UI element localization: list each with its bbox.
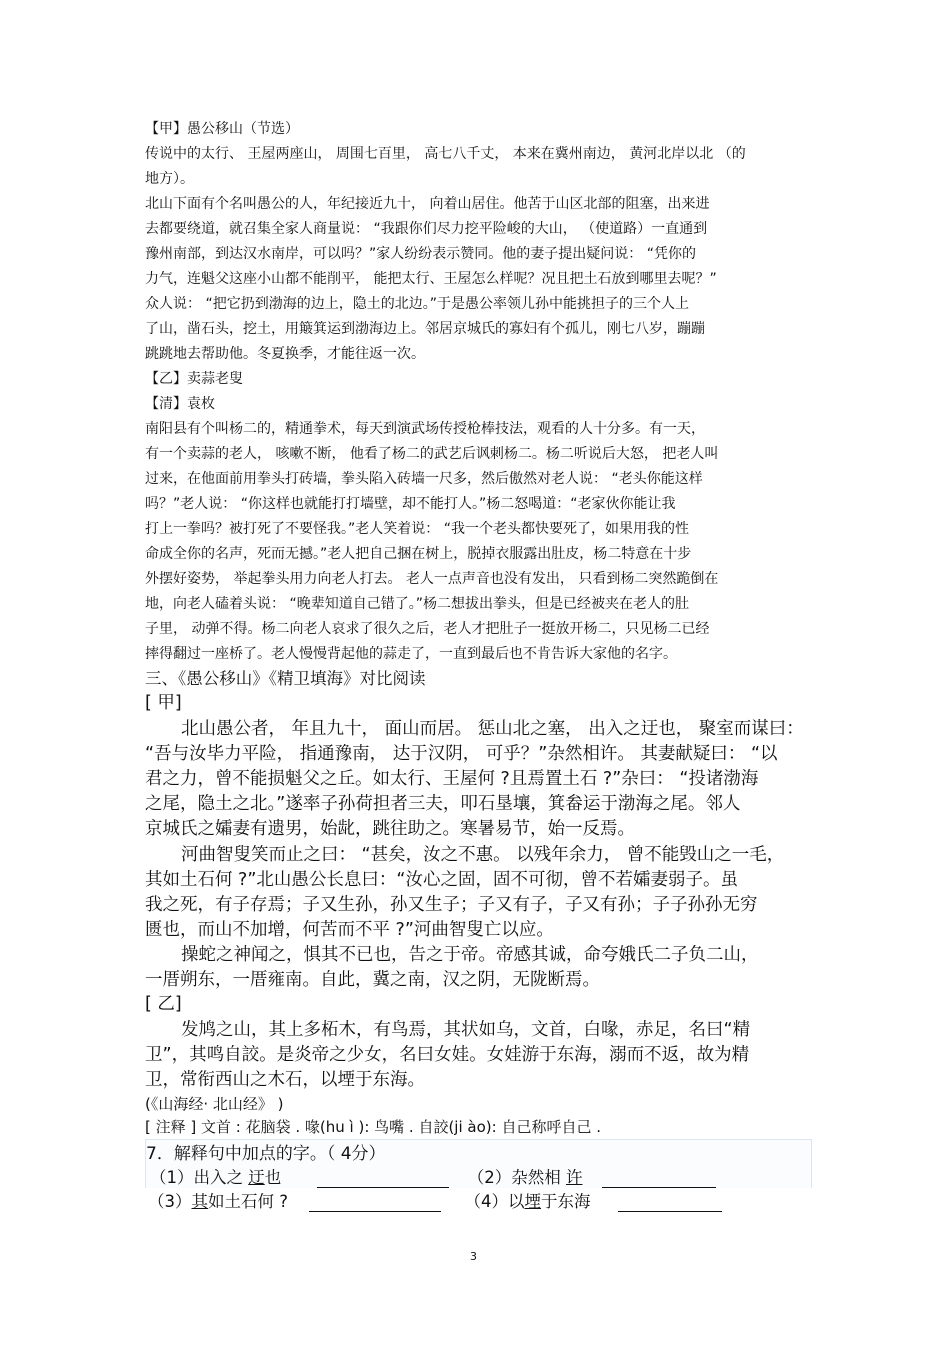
passage1-line: 众人说： “把它扔到渤海的边上，隐土的北边。”于是愚公率领儿孙中能挑担子的三个人上 — [145, 296, 689, 312]
q7-item-4: （4）以堙于东海 — [464, 1192, 591, 1211]
question7-prompt: 7．解释句中加点的字。（ 4分） — [146, 1144, 386, 1164]
passage2-line: 南阳县有个叫杨二的，精通拳术，每天到演武场传授枪棒技法，观看的人十分多。有一天， — [145, 421, 705, 437]
jia-line: “吾与汝毕力平险， 指通豫南， 达于汉阴， 可乎？”杂然相许。 其妻献疑曰： “以 — [145, 744, 778, 764]
jia-line: 北山愚公者， 年且九十， 面山而居。 惩山北之塞， 出入之迂也， 聚室而谋曰： — [181, 719, 804, 739]
passage2-author: 【清】袁枚 — [145, 396, 215, 412]
jia-line: 之尾，隐土之北。”遂率子孙荷担者三夫，叩石垦壤，箕畚运于渤海之尾。邻人 — [145, 794, 741, 814]
page-number: 3 — [470, 1250, 477, 1263]
question7-row — [150, 1168, 716, 1188]
answer-blank-3[interactable] — [309, 1193, 441, 1212]
jia-line: 操蛇之神闻之，惧其不已也，告之于帝。帝感其诚，命夸娥氏二子负二山， — [181, 945, 759, 965]
question7-box — [145, 1139, 812, 1188]
passage2-line: 地，向老人磕着头说： “晚辈知道自己错了。”杨二想拔出拳头，但是已经被夹在老人的肚 — [145, 596, 689, 612]
answer-blank-4[interactable] — [618, 1193, 722, 1212]
passage1-line: 豫州南部，到达汉水南岸，可以吗？”家人纷纷表示赞同。他的妻子提出疑问说： “凭你的 — [145, 246, 696, 262]
jia-line: 君之力，曾不能损魁父之丘。如太行、王屋何 ?且焉置土石 ?”杂曰： “投诸渤海 — [145, 769, 759, 789]
yi-line: 卫”，其鸣自詨。是炎帝之少女，名曰女娃。女娃游于东海，溺而不返，故为精 — [145, 1045, 750, 1065]
answer-blank-2[interactable] — [602, 1169, 716, 1188]
jia-line: 京城氏之孀妻有遗男，始龀，跳往助之。寒暑易节，始一反焉。 — [145, 819, 635, 839]
jia-line: 匮也，而山不加增，何苦而不平 ?”河曲智叟亡以应。 — [145, 920, 554, 940]
section3-yi-label: [ 乙] — [145, 994, 182, 1014]
answer-blank-1[interactable] — [317, 1169, 449, 1188]
annotation-note: [ 注释 ] 文首 : 花脑袋 . 喙(hu ì ): 鸟嘴 . 自詨(ji ào): 自己称呼自己 . — [145, 1118, 601, 1136]
yi-line: 卫，常衔西山之木石，以堙于东海。 — [145, 1070, 425, 1090]
passage2-line: 吗？”老人说： “你这样也就能打打墙壁，却不能打人。”杨二怒喝道：“老家伙你能让我 — [145, 496, 676, 512]
yi-line: 发鸠之山，其上多柘木，有鸟焉，其状如乌，文首，白喙，赤足，名曰“精 — [181, 1020, 751, 1040]
passage1-line: 力气，连魁父这座小山都不能削平， 能把太行、王屋怎么样呢？况且把土石放到哪里去呢？” — [145, 271, 717, 287]
passage2-line: 子里， 动弹不得。杨二向老人哀求了很久之后，老人才把肚子一挺放开杨二，只见杨二已经 — [145, 621, 710, 637]
passage2-title: 【乙】卖蒜老叟 — [145, 371, 243, 387]
passage1-line: 传说中的太行、 王屋两座山， 周围七百里， 高七八千丈， 本来在冀州南边， 黄河北岸以北 （的 — [145, 146, 746, 162]
passage1-line: 地方）。 — [145, 171, 194, 187]
q7-item-2: （2）杂然相 许 — [467, 1168, 583, 1187]
passage2-line: 命成全你的名声，死而无撼。”老人把自己捆在树上，脱掉衣服露出肚皮，杨二特意在十步 — [145, 546, 692, 562]
passage1-line: 去都要绕道，就召集全家人商量说： “我跟你们尽力挖平险峻的大山， （使道路）一直通到 — [145, 221, 708, 237]
passage2-line: 有一个卖蒜的老人， 咳嗽不断， 他看了杨二的武艺后讽刺杨二。杨二听说后大怒， 把老人叫 — [145, 446, 719, 462]
passage2-line: 外摆好姿势， 举起拳头用力向老人打去。 老人一点声音也没有发出， 只看到杨二突然跪倒在 — [145, 571, 719, 587]
passage1-line: 了山，凿石头，挖土，用簸箕运到渤海边上。邻居京城氏的寡妇有个孤儿，刚七八岁，蹦蹦 — [145, 321, 705, 337]
passage2-line: 摔得翻过一座桥了。老人慢慢背起他的蒜走了，一直到最后也不肯告诉大家他的名字。 — [145, 646, 677, 662]
q7-item-3: （3）其如土石何 ? — [148, 1192, 289, 1211]
jia-line: 其如土石何 ?”北山愚公长息曰：“汝心之固，固不可彻，曾不若孀妻弱子。虽 — [145, 870, 738, 890]
jia-line: 河曲智叟笑而止之曰： “甚矣，汝之不惠。 以残年余力， 曾不能毁山之一毛， — [181, 845, 785, 865]
section3-heading: 三、《愚公移山》《精卫填海》对比阅读 — [145, 669, 426, 688]
jia-line: 我之死，有子存焉；子又生孙，孙又生子；子又有子，子又有孙；子子孙孙无穷 — [145, 895, 758, 915]
passage2-line: 打上一拳吗？被打死了不要怪我。”老人笑着说： “我一个老头都快要死了，如果用我的性 — [145, 521, 689, 537]
passage1-line: 跳跳地去帮助他。冬夏换季，才能往返一次。 — [145, 346, 425, 362]
jia-line: 一厝朔东，一厝雍南。自此，冀之南，汉之阴，无陇断焉。 — [145, 970, 600, 990]
passage1-line: 北山下面有个名叫愚公的人，年纪接近九十， 向着山居住。他苦于山区北部的阻塞，出来进 — [145, 196, 710, 212]
section3-jia-label: [ 甲] — [145, 693, 182, 713]
passage1-title: 【甲】愚公移山（节选） — [145, 121, 299, 137]
source-citation: (《山海经· 北山经》 ) — [145, 1095, 284, 1113]
question7-row — [148, 1192, 722, 1212]
q7-item-1: （1）出入之 迂也 — [150, 1168, 282, 1187]
passage2-line: 过来，在他面前用拳头打砖墙，拳头陷入砖墙一尺多，然后傲然对老人说： “老头你能这样 — [145, 471, 703, 487]
